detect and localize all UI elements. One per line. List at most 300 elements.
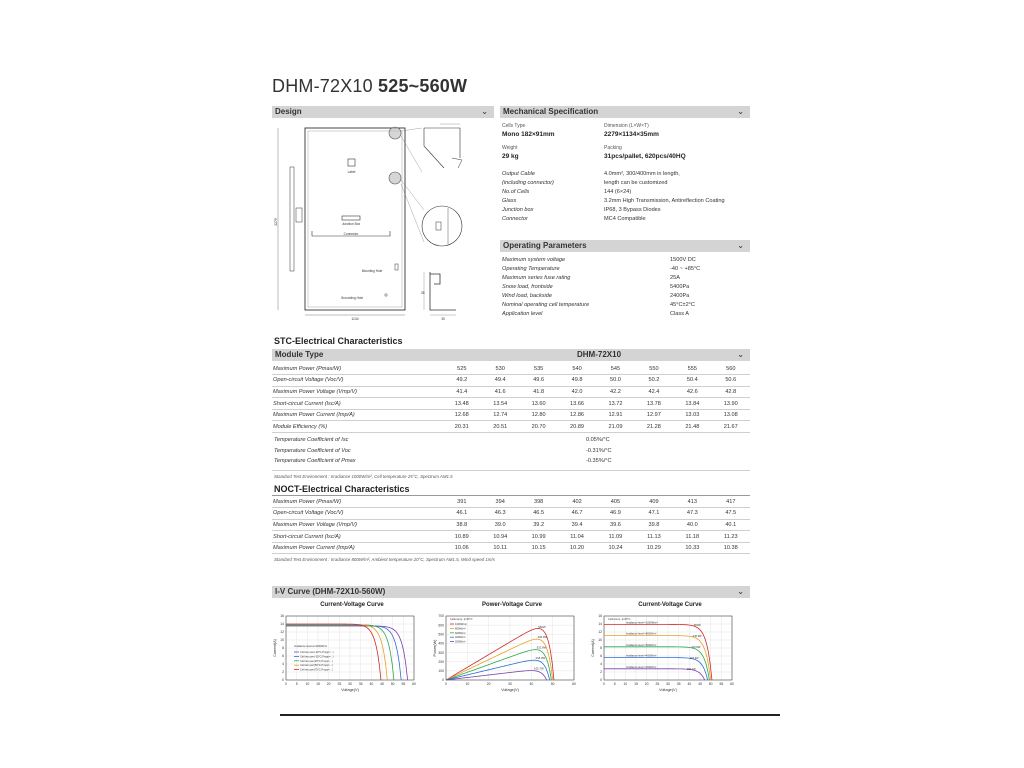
legend-entry: Cell tem.per(-15°C,Pmpp=...) bbox=[300, 655, 334, 659]
cell-value: 13.03 bbox=[673, 409, 711, 421]
y-tick-label: 100 bbox=[438, 669, 444, 674]
cell-value: 39.2 bbox=[519, 519, 557, 531]
x-tick-label: 35 bbox=[676, 682, 681, 686]
cell-value: 417 bbox=[712, 496, 750, 508]
mech-value: length can be customized bbox=[604, 180, 668, 186]
mech-value: MC4 Compatible bbox=[604, 216, 646, 222]
cell-value: 525 bbox=[443, 363, 481, 375]
y-tick-label: 4 bbox=[600, 662, 602, 667]
mech-key: (including connector) bbox=[502, 180, 554, 186]
mech-row bbox=[502, 207, 750, 216]
y-tick-label: 200 bbox=[438, 659, 444, 664]
power-range: 525~560W bbox=[378, 76, 468, 96]
weight-value: 29 kg bbox=[502, 152, 519, 160]
cell-value: 550 bbox=[635, 363, 673, 375]
table-row bbox=[272, 375, 750, 387]
y-tick-label: 0 bbox=[600, 678, 602, 683]
cell-value: 12.97 bbox=[635, 409, 673, 421]
cell-value: 21.48 bbox=[673, 421, 711, 433]
op-key: Application level bbox=[502, 311, 543, 317]
op-value: 25A bbox=[670, 275, 680, 281]
cell-value: 535 bbox=[519, 363, 557, 375]
coef-key: Temperature Coefficient of Voc bbox=[274, 447, 351, 454]
op-key: Snow load, frontside bbox=[502, 284, 553, 290]
mounting-hole-text: Mounting Hole bbox=[361, 269, 383, 273]
cell-value: 46.7 bbox=[558, 508, 596, 520]
iv-curve-temperature-chart bbox=[272, 610, 432, 700]
legend-entry: Irradiance level =400W/m² bbox=[626, 654, 657, 658]
cell-value: 42.0 bbox=[558, 386, 596, 398]
cell-value: 20.51 bbox=[481, 421, 519, 433]
row-label: Maximum Power Current (Imp/A) bbox=[272, 409, 443, 421]
table-row bbox=[272, 508, 750, 520]
x-tick-label: 0 bbox=[603, 682, 605, 686]
y-axis-label: Current(A) bbox=[591, 639, 595, 657]
y-tick-label: 0 bbox=[442, 678, 444, 683]
op-value: 2400Pa bbox=[670, 293, 690, 299]
x-tick-label: 45 bbox=[380, 682, 384, 686]
cell-value: 409 bbox=[635, 496, 673, 508]
y-axis-label: Power(W) bbox=[433, 639, 437, 657]
op-row bbox=[502, 293, 750, 302]
row-label: Maximum Power Current (Imp/A) bbox=[272, 542, 443, 554]
cell-value: 10.99 bbox=[519, 531, 557, 543]
cell-value: 20.70 bbox=[519, 421, 557, 433]
table-row bbox=[272, 421, 750, 433]
cell-value: 49.6 bbox=[519, 375, 557, 387]
y-tick-label: 400 bbox=[438, 641, 444, 646]
x-tick-label: 15 bbox=[316, 682, 320, 686]
table-row bbox=[272, 363, 750, 375]
x-tick-label: 35 bbox=[358, 682, 363, 686]
detail-marker-b bbox=[389, 172, 401, 184]
cell-value: 41.4 bbox=[443, 386, 481, 398]
x-axis-label: Voltage(V) bbox=[341, 688, 359, 692]
x-tick-label: 55 bbox=[401, 682, 406, 686]
cell-value: 10.38 bbox=[712, 542, 750, 554]
cell-value: 10.15 bbox=[519, 542, 557, 554]
cell-value: 13.84 bbox=[673, 398, 711, 410]
x-tick-label: 10 bbox=[465, 682, 470, 686]
detail-view-a bbox=[424, 128, 460, 168]
design-drawing bbox=[272, 122, 494, 322]
mech-value: IP68, 3 Bypass Diodes bbox=[604, 207, 661, 213]
series-line bbox=[446, 650, 551, 680]
dimension bbox=[604, 123, 744, 138]
op-value: 1500V DC bbox=[670, 257, 696, 263]
legend-entry: Cell tem.per(75°C,Pmpp=...) bbox=[300, 668, 333, 672]
y-tick-label: 2 bbox=[600, 670, 602, 675]
y-tick-label: 16 bbox=[598, 614, 602, 619]
cell-value: 39.4 bbox=[558, 519, 596, 531]
noct-title: NOCT-Electrical Characteristics bbox=[274, 484, 410, 494]
dimension-value: 2279×1134×35mm bbox=[604, 130, 659, 138]
cells-type-label: Cells Type bbox=[502, 123, 526, 129]
table-row bbox=[272, 398, 750, 410]
cell-value: 46.1 bbox=[443, 508, 481, 520]
label-text: Label bbox=[347, 170, 356, 174]
cell-value: 13.08 bbox=[712, 409, 750, 421]
coef-value: 0.05%/°C bbox=[586, 437, 610, 443]
junction-box bbox=[342, 216, 360, 220]
mech-key: No.of Cells bbox=[502, 189, 530, 195]
chart-1-title: Current-Voltage Curve bbox=[320, 602, 384, 608]
x-tick-label: 0 bbox=[445, 682, 447, 686]
row-label: Maximum Power Voltage (Vmp/V) bbox=[272, 519, 443, 531]
label-box bbox=[348, 159, 355, 166]
mech-row bbox=[502, 189, 750, 198]
x-tick-label: 10 bbox=[623, 682, 628, 686]
table-row bbox=[272, 542, 750, 554]
y-axis-label: Current(A) bbox=[273, 639, 277, 657]
width-dimension: 1134 bbox=[351, 317, 359, 321]
cell-value: 20.31 bbox=[443, 421, 481, 433]
x-tick-label: 50 bbox=[390, 682, 395, 686]
x-tick-label: 40 bbox=[687, 682, 692, 686]
chart-annotation: Cells temp. q=25°C bbox=[450, 618, 473, 621]
table-row bbox=[272, 409, 750, 421]
cell-value: 12.74 bbox=[481, 409, 519, 421]
cell-value: 50.4 bbox=[673, 375, 711, 387]
chart-2-title: Power-Voltage Curve bbox=[482, 602, 542, 608]
datasheet-page bbox=[272, 70, 750, 720]
op-row bbox=[502, 275, 750, 284]
legend-entry: 200W/m² bbox=[455, 640, 466, 644]
cell-value: 12.68 bbox=[443, 409, 481, 421]
legend-entry: Cell tem.per(-40°C,Pmpp=...) bbox=[300, 651, 334, 654]
chevron-down-icon: ⌄ bbox=[737, 587, 744, 596]
row-label: Maximum Power (Pmax/W) bbox=[272, 496, 443, 508]
cell-value: 405 bbox=[596, 496, 634, 508]
cell-value: 10.94 bbox=[481, 531, 519, 543]
design-bar-label: Design bbox=[275, 107, 302, 116]
cell-value: 545 bbox=[596, 363, 634, 375]
height-dimension: 2279 bbox=[274, 218, 278, 226]
mech-row bbox=[502, 180, 750, 189]
legend-entry: Irradiance level =200W/m² bbox=[626, 665, 657, 669]
bottom-rule bbox=[280, 714, 780, 716]
y-tick-label: 500 bbox=[438, 632, 444, 637]
cell-value: 11.23 bbox=[712, 531, 750, 543]
chevron-down-icon: ⌄ bbox=[737, 107, 744, 116]
cell-value: 402 bbox=[558, 496, 596, 508]
legend-entry: 1000W/m² bbox=[455, 623, 467, 626]
model-name: DHM-72X10 bbox=[272, 76, 373, 96]
dimension-label: Dimension (L×W×T) bbox=[604, 123, 649, 129]
y-tick-label: 16 bbox=[280, 614, 284, 619]
mechanical-rows bbox=[502, 171, 750, 225]
data-label: 445.9W bbox=[537, 635, 548, 640]
cell-value: 50.6 bbox=[712, 375, 750, 387]
op-key: Wind load, backside bbox=[502, 293, 553, 299]
chevron-down-icon: ⌄ bbox=[737, 241, 744, 250]
module-inner-frame bbox=[308, 131, 402, 307]
side-dimension-b: 35 bbox=[441, 317, 445, 321]
cell-value: 13.60 bbox=[519, 398, 557, 410]
noct-note: Standard Test Environment : Irradiance 800W/m², Ambient temperature 20°C, Spectrum AM1.5, Wind speed 1m/s bbox=[274, 557, 495, 562]
detail-marker-a bbox=[389, 127, 401, 139]
op-value: -40 ~ +85°C bbox=[670, 266, 701, 272]
side-detail bbox=[296, 208, 302, 222]
x-tick-label: 45 bbox=[698, 682, 702, 686]
cell-value: 49.8 bbox=[558, 375, 596, 387]
series-line bbox=[604, 647, 709, 680]
series-line bbox=[604, 624, 712, 680]
cell-value: 10.11 bbox=[481, 542, 519, 554]
cell-value: 42.4 bbox=[635, 386, 673, 398]
mech-key: Glass bbox=[502, 198, 517, 204]
mech-value: 3.2mm High Transmission, Antireflection Coating bbox=[604, 198, 725, 204]
module-type-bar[interactable] bbox=[272, 349, 750, 361]
weight-label: Weight bbox=[502, 145, 518, 151]
coef-key: Temperature Coefficient of Isc bbox=[274, 437, 349, 443]
cell-value: 41.6 bbox=[481, 386, 519, 398]
iv-bar-label: I-V Curve (DHM-72X10-560W) bbox=[275, 587, 386, 596]
mech-value: 4.0mm², 300/400mm in length, bbox=[604, 171, 680, 177]
packing-value: 31pcs/pallet, 620pcs/40HQ bbox=[604, 152, 686, 160]
chart-annotation: Cells temp. q=25°C bbox=[608, 618, 631, 621]
cell-value: 13.54 bbox=[481, 398, 519, 410]
cell-value: 21.67 bbox=[712, 421, 750, 433]
x-tick-label: 30 bbox=[666, 682, 670, 686]
cell-value: 39.0 bbox=[481, 519, 519, 531]
op-row bbox=[502, 311, 750, 320]
cell-value: 42.6 bbox=[673, 386, 711, 398]
cell-value: 11.04 bbox=[558, 531, 596, 543]
x-tick-label: 60 bbox=[730, 682, 734, 686]
y-tick-label: 2 bbox=[282, 670, 284, 675]
module-type-value: DHM-72X10 bbox=[577, 350, 622, 359]
cell-value: 11.09 bbox=[596, 531, 634, 543]
cell-value: 10.29 bbox=[635, 542, 673, 554]
data-label: 332.8W bbox=[536, 645, 547, 650]
legend-entry: Irradiance level =600W/m² bbox=[626, 643, 657, 647]
x-tick-label: 40 bbox=[369, 682, 374, 686]
mechanical-bar-label: Mechanical Specification bbox=[503, 107, 599, 116]
cell-value: 10.33 bbox=[673, 542, 711, 554]
data-label: 332.8W bbox=[691, 646, 701, 650]
mech-key: Output Cable bbox=[502, 171, 535, 177]
coef-key: Temperature Coefficient of Pmax bbox=[274, 458, 356, 464]
stc-table bbox=[272, 363, 750, 433]
side-profile bbox=[290, 167, 294, 271]
x-tick-label: 30 bbox=[508, 682, 512, 686]
cell-value: 555 bbox=[673, 363, 711, 375]
table-row bbox=[272, 531, 750, 543]
cell-value: 10.89 bbox=[443, 531, 481, 543]
y-tick-label: 12 bbox=[280, 630, 284, 635]
stc-coefficients bbox=[274, 435, 750, 467]
x-axis-label: Voltage(V) bbox=[501, 688, 519, 692]
detail-view-b bbox=[422, 206, 462, 246]
chart-annotation: Irradiance level at 1000W/m² bbox=[294, 645, 328, 648]
cell-value: 398 bbox=[519, 496, 557, 508]
row-label: Short-circuit Current (Isc/A) bbox=[272, 398, 443, 410]
x-tick-label: 30 bbox=[348, 682, 352, 686]
legend-entry: 800W/m² bbox=[455, 627, 466, 631]
op-row bbox=[502, 266, 750, 275]
stc-note: Standard Test Environment : Irradiance 1000W/m², Cell temperature 25°C, Spectrum AM1.5 bbox=[274, 474, 453, 479]
y-tick-label: 12 bbox=[598, 630, 602, 635]
data-label: 105.7W bbox=[686, 668, 696, 672]
chevron-down-icon: ⌄ bbox=[737, 350, 744, 359]
cell-value: 21.28 bbox=[635, 421, 673, 433]
cell-value: 413 bbox=[673, 496, 711, 508]
op-row bbox=[502, 257, 750, 266]
data-label: 560W bbox=[538, 624, 546, 629]
stc-title: STC-Electrical Characteristics bbox=[274, 336, 403, 346]
cells-type-value: Mono 182×91mm bbox=[502, 130, 555, 138]
junction-box-text: Junction Box bbox=[341, 222, 361, 226]
cell-value: 41.8 bbox=[519, 386, 557, 398]
power-voltage-chart bbox=[432, 610, 592, 700]
cell-value: 391 bbox=[443, 496, 481, 508]
page-title bbox=[272, 76, 467, 97]
chevron-down-icon: ⌄ bbox=[481, 107, 488, 116]
y-tick-label: 10 bbox=[598, 638, 602, 643]
y-tick-label: 700 bbox=[438, 614, 444, 619]
operating-rows bbox=[502, 257, 750, 321]
row-label: Short-circuit Current (Isc/A) bbox=[272, 531, 443, 543]
legend-entry: Irradiance level =1000W/m² bbox=[626, 621, 658, 625]
y-tick-label: 10 bbox=[280, 638, 284, 643]
side-dimension-a: 35 bbox=[421, 291, 425, 295]
cell-value: 47.3 bbox=[673, 508, 711, 520]
cell-value: 49.4 bbox=[481, 375, 519, 387]
y-tick-label: 14 bbox=[598, 622, 602, 627]
cell-value: 10.24 bbox=[596, 542, 634, 554]
cell-value: 42.8 bbox=[712, 386, 750, 398]
coef-row bbox=[274, 456, 750, 466]
cell-value: 13.48 bbox=[443, 398, 481, 410]
cell-value: 40.1 bbox=[712, 519, 750, 531]
data-label: 105.7W bbox=[534, 666, 544, 671]
x-tick-label: 55 bbox=[719, 682, 724, 686]
x-tick-label: 25 bbox=[337, 682, 342, 686]
cell-value: 39.6 bbox=[596, 519, 634, 531]
op-row bbox=[502, 284, 750, 293]
x-tick-label: 0 bbox=[285, 682, 287, 686]
mechanical-bar[interactable] bbox=[500, 106, 750, 118]
cell-value: 394 bbox=[481, 496, 519, 508]
cell-value: 46.9 bbox=[596, 508, 634, 520]
cell-value: 38.8 bbox=[443, 519, 481, 531]
cell-value: 21.09 bbox=[596, 421, 634, 433]
iv-bar[interactable] bbox=[272, 586, 750, 598]
cell-value: 39.8 bbox=[635, 519, 673, 531]
y-tick-label: 0 bbox=[282, 678, 284, 683]
row-label: Maximum Power Voltage (Vmp/V) bbox=[272, 386, 443, 398]
module-type-label: Module Type bbox=[275, 350, 324, 359]
y-tick-label: 8 bbox=[600, 646, 602, 651]
cell-value: 10.06 bbox=[443, 542, 481, 554]
x-tick-label: 50 bbox=[708, 682, 713, 686]
op-key: Maximum series fuse rating bbox=[502, 275, 571, 281]
op-row bbox=[502, 302, 750, 311]
coef-value: -0.35%/°C bbox=[586, 458, 612, 464]
legend-entry: 600W/m² bbox=[455, 631, 466, 635]
data-label: 218.9W bbox=[689, 657, 699, 660]
design-bar[interactable] bbox=[272, 106, 494, 118]
coef-value: -0.31%/°C bbox=[586, 447, 612, 454]
mech-row bbox=[502, 198, 750, 207]
grounding-hole bbox=[385, 294, 387, 296]
cell-value: 13.72 bbox=[596, 398, 634, 410]
y-tick-label: 14 bbox=[280, 622, 284, 627]
cell-value: 46.3 bbox=[481, 508, 519, 520]
cell-value: 46.5 bbox=[519, 508, 557, 520]
noct-table bbox=[272, 496, 750, 554]
row-label: Module Efficiency (%) bbox=[272, 421, 443, 433]
data-label: 560W bbox=[693, 623, 701, 627]
cells-type bbox=[502, 123, 602, 138]
connector-text: Connector bbox=[343, 232, 359, 236]
cell-value: 40.0 bbox=[673, 519, 711, 531]
cell-value: 49.2 bbox=[443, 375, 481, 387]
cell-value: 50.2 bbox=[635, 375, 673, 387]
op-key: Nominal operating cell temperature bbox=[502, 302, 590, 308]
cell-value: 11.18 bbox=[673, 531, 711, 543]
x-tick-label: 60 bbox=[572, 682, 576, 686]
cell-value: 11.13 bbox=[635, 531, 673, 543]
row-label: Open-circuit Voltage (Voc/V) bbox=[272, 508, 443, 520]
packing-label: Packing bbox=[604, 145, 622, 151]
y-tick-label: 6 bbox=[282, 654, 284, 659]
op-key: Operating Temperature bbox=[502, 266, 560, 272]
legend-entry: Irradiance level =800W/m² bbox=[626, 632, 657, 636]
cell-value: 560 bbox=[712, 363, 750, 375]
weight bbox=[502, 145, 602, 160]
y-tick-label: 4 bbox=[282, 662, 284, 667]
x-tick-label: 20 bbox=[486, 682, 491, 686]
data-label: 218.9W bbox=[535, 655, 546, 660]
cell-value: 530 bbox=[481, 363, 519, 375]
x-tick-label: 5 bbox=[613, 682, 616, 686]
operating-bar[interactable] bbox=[500, 240, 750, 252]
op-value: Class A bbox=[670, 311, 689, 317]
mech-value: 144 (6×24) bbox=[604, 189, 632, 195]
frame-cross-section bbox=[430, 272, 456, 310]
cell-value: 50.0 bbox=[596, 375, 634, 387]
legend-entry: Cell tem.per(50°C,Pmpp=...) bbox=[300, 664, 333, 668]
y-tick-label: 600 bbox=[438, 623, 444, 628]
x-axis-label: Voltage(V) bbox=[659, 688, 677, 692]
op-key: Maximum system voltage bbox=[502, 257, 566, 263]
x-tick-label: 60 bbox=[412, 682, 416, 686]
cell-value: 12.91 bbox=[596, 409, 634, 421]
y-tick-label: 300 bbox=[438, 650, 444, 655]
x-tick-label: 15 bbox=[634, 682, 638, 686]
cell-value: 13.78 bbox=[635, 398, 673, 410]
row-label: Open-circuit Voltage (Voc/V) bbox=[272, 375, 443, 387]
legend-entry: 400W/m² bbox=[455, 636, 466, 640]
operating-bar-label: Operating Parameters bbox=[503, 241, 587, 250]
mech-row bbox=[502, 171, 750, 180]
cell-value: 540 bbox=[558, 363, 596, 375]
cell-value: 10.20 bbox=[558, 542, 596, 554]
iv-curve-irradiance-chart bbox=[590, 610, 750, 700]
cell-value: 47.5 bbox=[712, 508, 750, 520]
op-value: 45°C±2°C bbox=[670, 302, 695, 308]
cell-value: 12.86 bbox=[558, 409, 596, 421]
x-tick-label: 25 bbox=[655, 682, 660, 686]
mech-row bbox=[502, 216, 750, 225]
chart-3-title: Current-Voltage Curve bbox=[638, 602, 702, 608]
module-outline bbox=[305, 128, 405, 310]
x-tick-label: 20 bbox=[644, 682, 649, 686]
y-tick-label: 8 bbox=[282, 646, 284, 651]
series-line bbox=[446, 671, 547, 680]
